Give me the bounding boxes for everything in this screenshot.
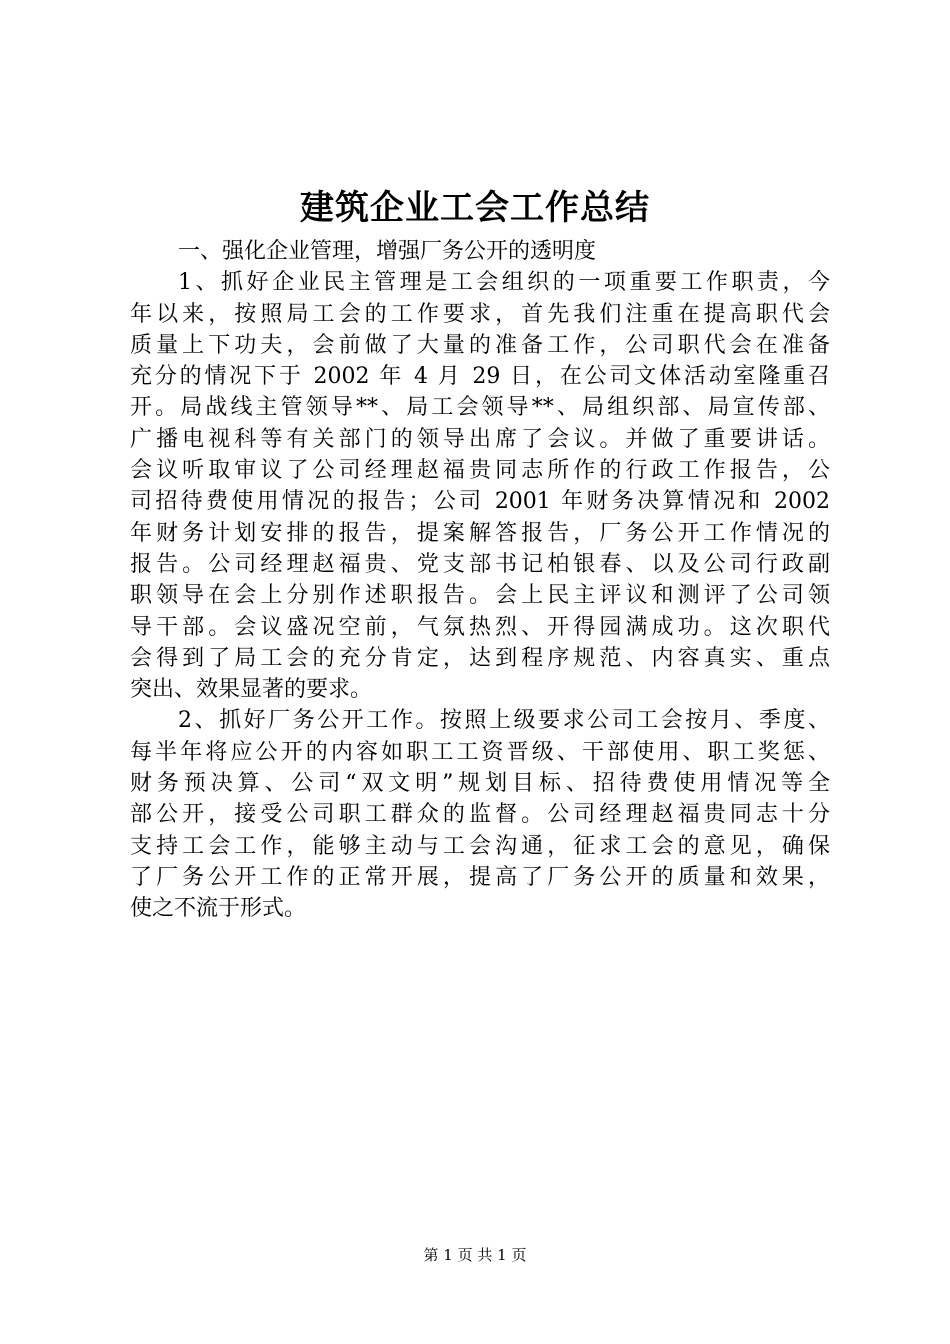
text-line: 司招待费使用情况的报告；公司 2001 年财务决算情况和 2002 bbox=[130, 489, 830, 515]
text-line: 广播电视科等有关部门的领导出席了会议。并做了重要讲话。 bbox=[130, 426, 830, 452]
text-line: 充分的情况下于 2002 年 4 月 29 日，在公司文体活动室隆重召 bbox=[130, 364, 830, 390]
text-line: 开。局战线主管领导**、局工会领导**、局组织部、局宣传部、 bbox=[130, 395, 830, 421]
text-line: 2、抓好厂务公开工作。按照上级要求公司工会按月、季度、 bbox=[178, 708, 830, 734]
text-line: 使之不流于形式。 bbox=[130, 896, 307, 922]
text-line: 导干部。会议盛况空前，气氛热烈、开得园满成功。这次职代 bbox=[130, 614, 830, 640]
text-line: 1、抓好企业民主管理是工会组织的一项重要工作职责，今 bbox=[178, 270, 830, 296]
text-line: 每半年将应公开的内容如职工工资晋级、干部使用、职工奖惩、 bbox=[130, 739, 830, 765]
text-line: 报告。公司经理赵福贵、党支部书记柏银春、以及公司行政副 bbox=[130, 551, 830, 577]
text-line: 职领导在会上分别作述职报告。会上民主评议和测评了公司领 bbox=[130, 583, 830, 609]
document-body bbox=[130, 236, 830, 925]
document-title: 建筑企业工会工作总结 bbox=[300, 188, 650, 228]
text-line: 支持工会工作，能够主动与工会沟通，征求工会的意见，确保 bbox=[130, 833, 830, 859]
text-line: 年财务计划安排的报告，提案解答报告，厂务公开工作情况的 bbox=[130, 520, 830, 546]
text-line: 会议听取审议了公司经理赵福贵同志所作的行政工作报告，公 bbox=[130, 458, 830, 484]
text-line: 一、强化企业管理，增强厂务公开的透明度 bbox=[178, 239, 597, 264]
text-line: 会得到了局工会的充分肯定，达到程序规范、内容真实、重点 bbox=[130, 645, 830, 671]
text-line: 质量上下功夫，会前做了大量的准备工作，公司职代会在准备 bbox=[130, 332, 830, 358]
text-line: 突出、效果显著的要求。 bbox=[130, 677, 373, 703]
page-footer: 第 1 页 共 1 页 bbox=[423, 1246, 527, 1264]
text-line: 年以来，按照局工会的工作要求，首先我们注重在提高职代会 bbox=[130, 301, 830, 327]
text-line: 财务预决算、公司“双文明”规划目标、招待费使用情况等全 bbox=[130, 771, 830, 797]
text-line: 了厂务公开工作的正常开展，提高了厂务公开的质量和效果， bbox=[130, 864, 830, 890]
text-line: 部公开，接受公司职工群众的监督。公司经理赵福贵同志十分 bbox=[130, 802, 830, 828]
